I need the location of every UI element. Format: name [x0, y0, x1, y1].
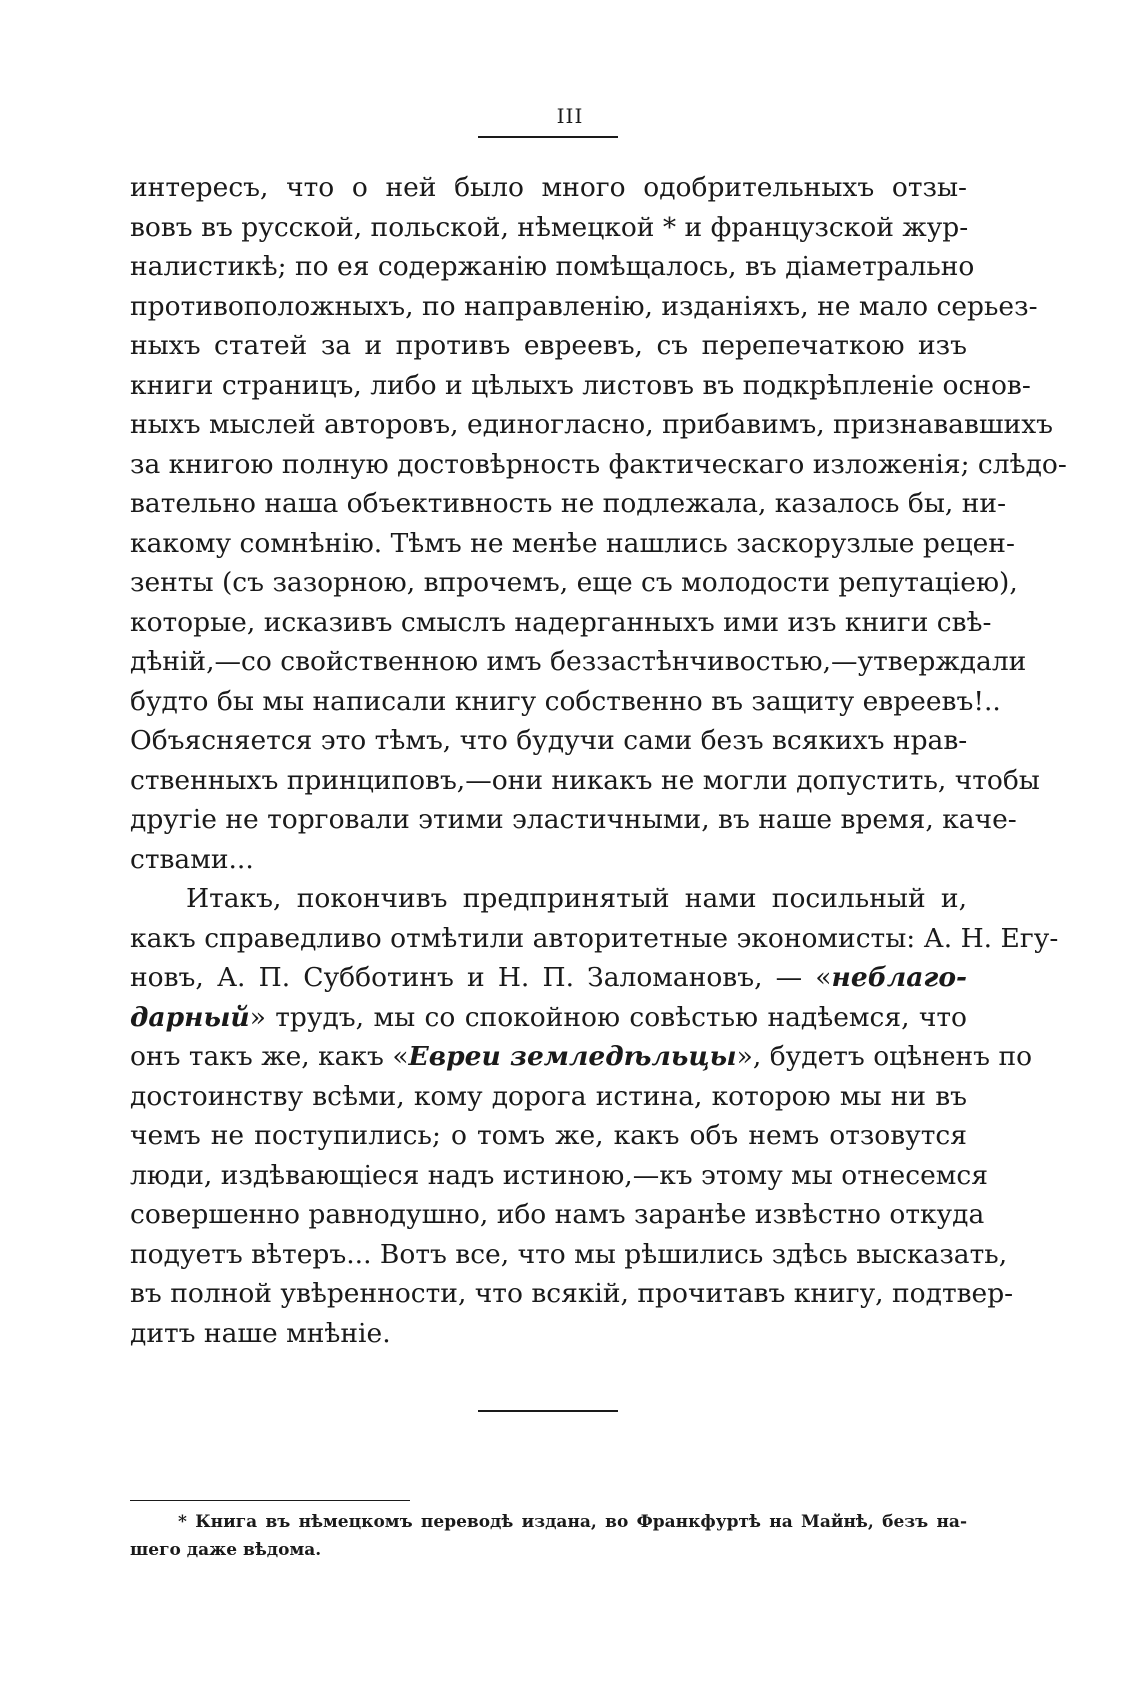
- text-line: Итакъ, покончивъ предпринятый нами посильный и,: [186, 883, 967, 914]
- text-line: ствами...: [130, 843, 254, 875]
- text-line: дитъ наше мнѣніе.: [130, 1317, 391, 1349]
- text-segment: онъ такъ же, какъ «: [130, 1041, 409, 1072]
- text-line: дѣній,—со свойственною имъ беззастѣнчивостью,—утверждали: [130, 646, 1027, 677]
- page-number: III: [556, 104, 584, 128]
- body-text: [130, 168, 1067, 1353]
- text-line: за книгою полную достовѣрность фактическаго изложенія; слѣдо-: [130, 448, 1067, 480]
- text-line: налистикѣ; по ея содержанію помѣщалось, въ діаметрально: [130, 251, 975, 282]
- text-line: которые, исказивъ смыслъ надерганныхъ ими изъ книги свѣ-: [130, 606, 992, 638]
- text-line: зенты (съ зазорною, впрочемъ, еще съ молодости репутаціею),: [130, 567, 1018, 598]
- text-line: достоинству всѣми, кому дорога истина, которою мы ни въ: [130, 1080, 967, 1112]
- text-line: противоположныхъ, по направленію, изданіяхъ, не мало серьез-: [130, 290, 1038, 322]
- text-line: въ полной увѣренности, что всякій, прочитавъ книгу, подтвер-: [130, 1278, 1014, 1309]
- text-line: какъ справедливо отмѣтили авторитетные экономисты: А. Н. Егу-: [130, 922, 1059, 954]
- text-line: Объясняется это тѣмъ, что будучи сами безъ всякихъ нрав-: [130, 725, 968, 756]
- emphasized-text: дарный: [130, 1001, 250, 1033]
- emphasized-text: Евреи земледѣльцы: [408, 1041, 737, 1072]
- header-rule: [478, 136, 618, 138]
- text-line: [130, 1037, 1033, 1077]
- footnote-line: шего даже вѣдома.: [130, 1540, 322, 1560]
- emphasized-text: неблаго-: [831, 962, 967, 993]
- section-end-rule: [478, 1410, 618, 1412]
- text-line: ныхъ мыслей авторовъ, единогласно, прибавимъ, признававшихъ: [130, 409, 1053, 440]
- text-line: книги страницъ, либо и цѣлыхъ листовъ въ подкрѣпленіе основ-: [130, 369, 1031, 401]
- text-line: [130, 958, 967, 998]
- text-line: ныхъ статей за и противъ евреевъ, съ перепечаткою изъ: [130, 330, 967, 361]
- footnote-rule: [130, 1500, 410, 1501]
- text-line: будто бы мы написали книгу собственно въ защиту евреевъ!..: [130, 685, 1001, 717]
- text-line: [130, 998, 967, 1038]
- text-line: люди, издѣвающіеся надъ истиною,—къ этому мы отнесемся: [130, 1159, 988, 1191]
- text-line: чемъ не поступились; о томъ же, какъ объ немъ отзовутся: [130, 1120, 967, 1151]
- footnote: [130, 1508, 967, 1564]
- text-segment: новъ, А. П. Субботинъ и Н. П. Заломановъ, — «: [130, 962, 832, 993]
- text-segment: » трудъ, мы со спокойною совѣстью надѣемся, что: [249, 1001, 967, 1033]
- text-line: ственныхъ принциповъ,—они никакъ не могли допустить, чтобы: [130, 764, 1040, 796]
- text-line: вовъ въ русской, польской, нѣмецкой * и французской жур-: [130, 211, 969, 243]
- text-line: другіе не торговали этими эластичными, въ наше время, каче-: [130, 804, 1017, 835]
- text-line: какому сомнѣнію. Тѣмъ не менѣе нашлись заскорузлые рецен-: [130, 527, 1015, 559]
- text-line: подуетъ вѣтеръ... Вотъ все, что мы рѣшились здѣсь высказать,: [130, 1238, 1008, 1270]
- text-line: совершенно равнодушно, ибо намъ заранѣе извѣстно откуда: [130, 1199, 985, 1230]
- footnote-line: * Книга въ нѣмецкомъ переводѣ издана, во Франкфуртѣ на Майнѣ, безъ на-: [178, 1512, 967, 1532]
- text-line: вательно наша объективность не подлежала, казалось бы, ни-: [130, 488, 1007, 519]
- text-segment: », будетъ оцѣненъ по: [736, 1041, 1033, 1072]
- text-line: интересъ, что о ней было много одобрительныхъ отзы-: [130, 172, 967, 203]
